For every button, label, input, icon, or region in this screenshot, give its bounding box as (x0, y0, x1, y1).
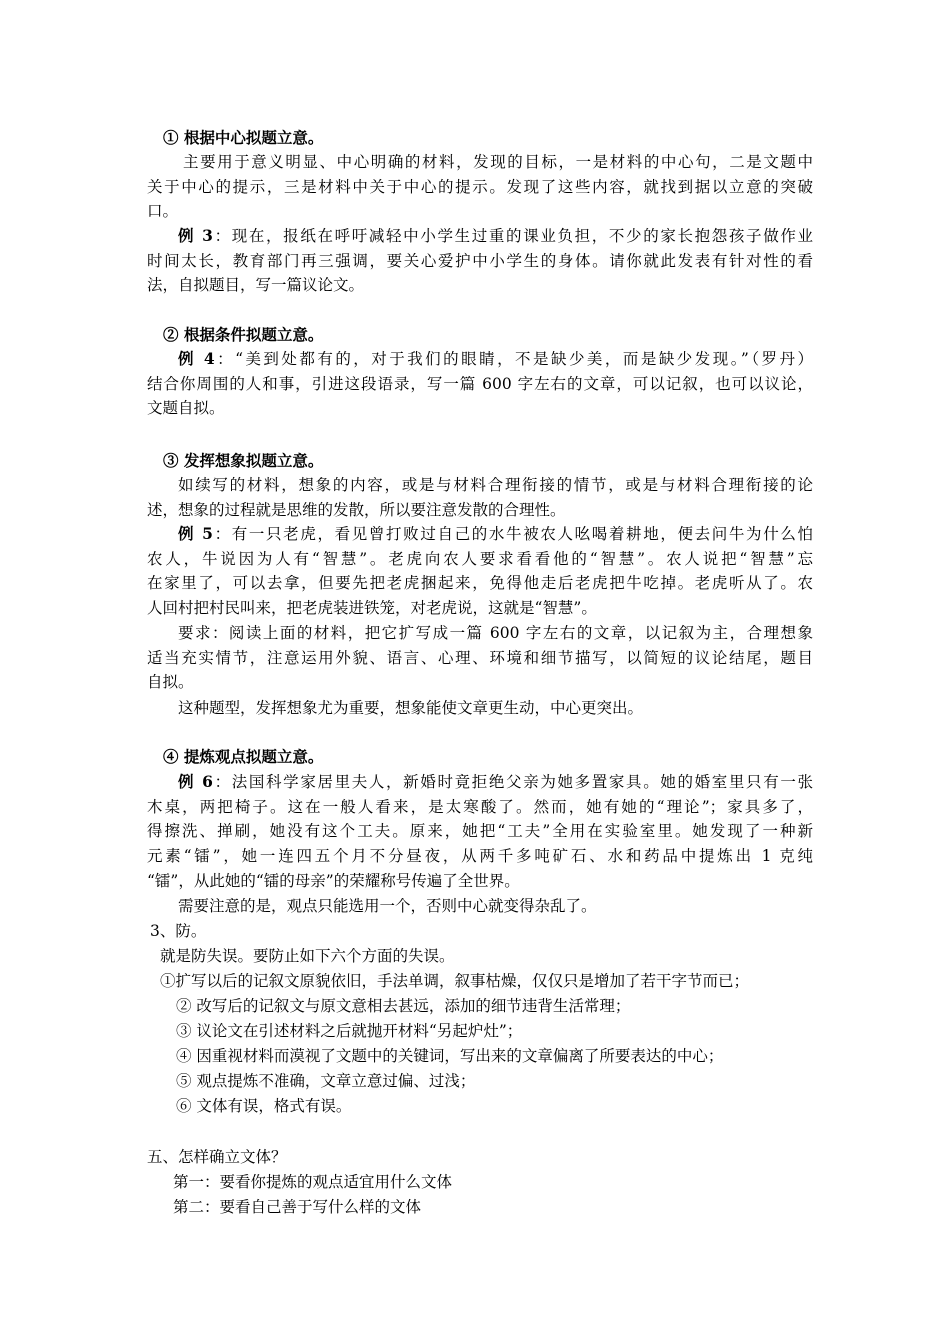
example-line: 木桌，两把椅子。这在一般人看来，是太寒酸了。然而，她有她的“理论”；家具多了， (147, 798, 813, 816)
section-heading-2: ② 根据条件拟题立意。 (163, 325, 324, 344)
list-item: ①扩写以后的记叙文原貌依旧，手法单调，叙事枯燥，仅仅只是增加了若干字节而已； (160, 972, 750, 990)
note-line: 需要注意的是，观点只能选用一个，否则中心就变得杂乱了。 (178, 897, 597, 915)
section-heading-4: ④ 提炼观点拟题立意。 (163, 747, 324, 766)
example-line: 法，自拟题目，写一篇议论文。 (147, 276, 365, 294)
example-line: 得擦洗、掸刷，她没有这个工夫。原来，她把“工夫”全用在实验室里。她发现了一种新 (147, 822, 813, 840)
list-item: ⑤ 观点提炼不准确，文章立意过偏、过浅； (176, 1072, 476, 1090)
example-line: 在家里了，可以去拿，但要先把老虎捆起来，免得他走后老虎把牛吃掉。老虎听从了。农 (147, 574, 813, 592)
requirement-line: 适当充实情节，注意运用外貌、语言、心理、环境和细节描写，以简短的议论结尾，题目 (147, 649, 813, 667)
example-label: 例 3 (178, 226, 213, 245)
paragraph-line: 述，想象的过程就是思维的发散，所以要注意发散的合理性。 (147, 501, 566, 519)
example-line: “镭”，从此她的“镭的母亲”的荣耀称号传遍了全世界。 (147, 872, 520, 890)
section-heading-3: ③ 发挥想象拟题立意。 (163, 451, 324, 470)
example-line (147, 523, 813, 545)
example-text: ：有一只老虎，看见曾打败过自己的水牛被农人吆喝着耕地，便去问牛为什么怕 (212, 525, 813, 543)
paragraph-line: 关于中心的提示，三是材料中关于中心的提示。发现了这些内容，就找到据以立意的突破 (147, 178, 813, 196)
list-item: ⑥ 文体有误，格式有误。 (176, 1097, 352, 1115)
paragraph-line: 主要用于意义明显、中心明确的材料，发现的目标，一是材料的中心句，二是文题中 (183, 153, 813, 171)
list-item: ③ 议论文在引述材料之后就抛开材料“另起炉灶”； (176, 1022, 523, 1040)
example-line: 元素“镭”，她一连四五个月不分昼夜，从两千多吨矿石、水和药品中提炼出 1 克纯 (147, 847, 813, 865)
note-line: 这种题型，发挥想象尤为重要，想象能使文章更生动，中心更突出。 (178, 699, 644, 717)
example-text: ：“美到处都有的，对于我们的眼睛，不是缺少美，而是缺少发现。”（罗丹） (214, 350, 813, 368)
list-item: ② 改写后的记叙文与原文意相去甚远，添加的细节违背生活常理； (176, 997, 631, 1015)
example-line: 人回村把村民叫来，把老虎装进铁笼，对老虎说，这就是“智慧”。 (147, 599, 597, 617)
requirement-line: 自拟。 (147, 673, 194, 691)
section-heading-1: ① 根据中心拟题立意。 (163, 128, 324, 147)
section-heading-prevent: 3、防。 (150, 922, 207, 940)
section-heading-5: 五、怎样确立文体？ (147, 1148, 287, 1166)
example-text: ：法国科学家居里夫人，新婚时竟拒绝父亲为她多置家具。她的婚室里只有一张 (212, 773, 813, 791)
list-item: 第一：要看你提炼的观点适宜用什么文体 (173, 1173, 453, 1191)
requirement-line: 要求：阅读上面的材料，把它扩写成一篇 600 字左右的文章，以记叙为主，合理想象 (178, 624, 813, 642)
paragraph-line: 如续写的材料，想象的内容，或是与材料合理衔接的情节，或是与材料合理衔接的论 (178, 476, 813, 494)
example-line: 文题自拟。 (147, 399, 225, 417)
list-item: 第二：要看自己善于写什么样的文体 (173, 1198, 422, 1216)
list-item: ④ 因重视材料而漠视了文题中的关键词，写出来的文章偏离了所要表达的中心； (176, 1047, 724, 1065)
example-line: 时间太长，教育部门再三强调，要关心爱护中小学生的身体。请你就此发表有针对性的看 (147, 252, 813, 270)
example-label: 例 6 (178, 772, 213, 791)
example-line: 结合你周围的人和事，引进这段语录，写一篇 600 字左右的文章，可以记叙，也可以议论， (147, 375, 813, 393)
example-text: ：现在，报纸在呼吁减轻中小学生过重的课业负担，不少的家长抱怨孩子做作业 (212, 227, 813, 245)
paragraph-line: 口。 (147, 202, 179, 220)
example-line (147, 225, 813, 247)
example-label: 例 5 (178, 524, 213, 543)
example-line (147, 771, 813, 793)
example-line (147, 348, 813, 370)
example-line: 农人，牛说因为人有“智慧”。老虎向农人要求看看他的“智慧”。农人说把“智慧”忘 (147, 550, 813, 568)
example-label: 例 4 (178, 349, 215, 368)
paragraph-line: 就是防失误。要防止如下六个方面的失误。 (160, 947, 455, 965)
